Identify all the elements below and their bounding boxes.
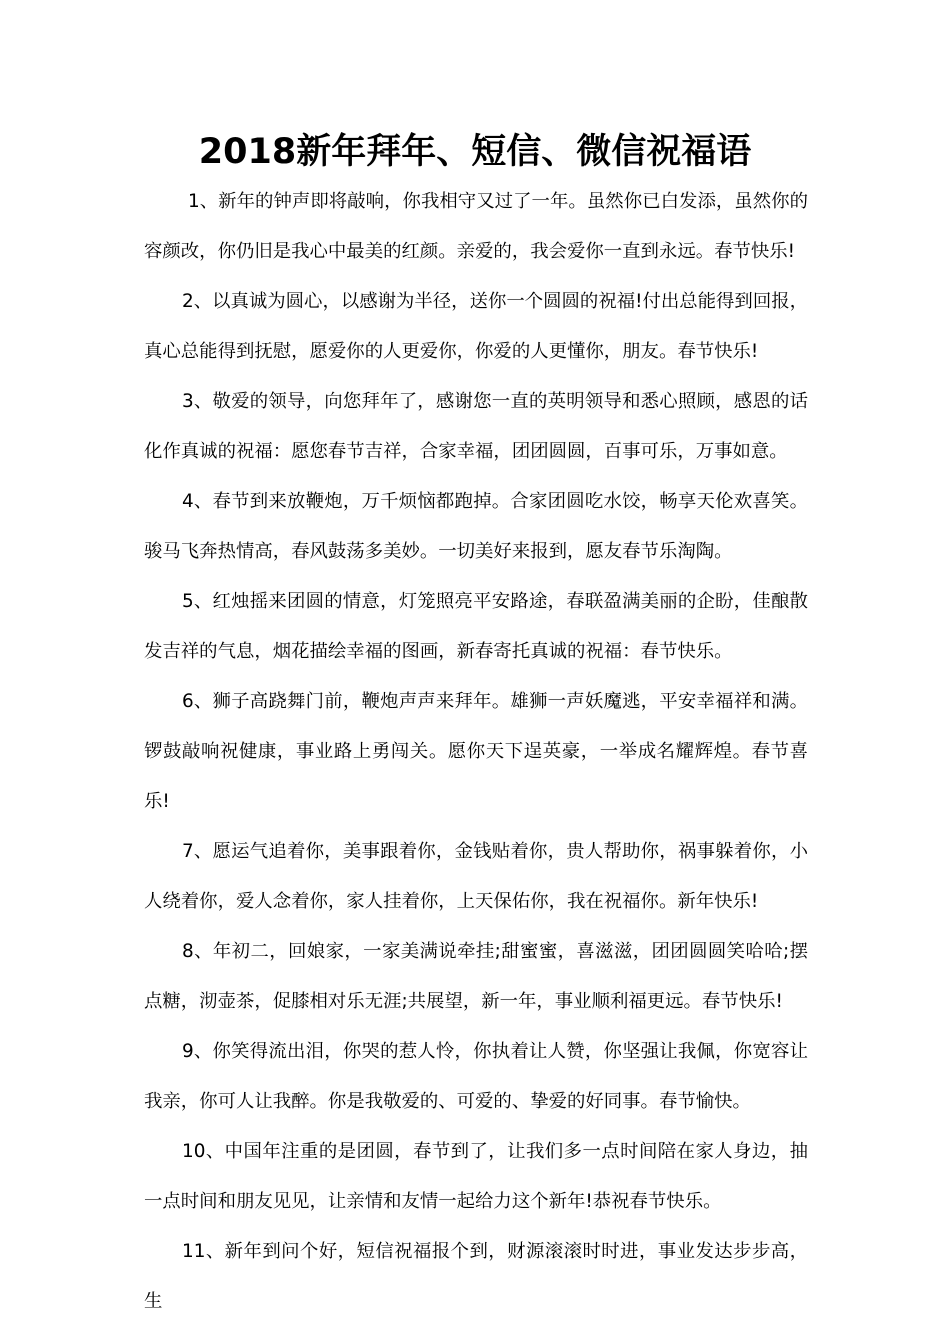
- paragraph-11: 11、新年到问个好，短信祝福报个到，财源滚滚时时进，事业发达步步高，生: [144, 1241, 808, 1312]
- paragraph-5: 5、红烛摇来团圆的情意，灯笼照亮平安路途，春联盈满美丽的企盼，佳酿散发吉祥的气息，烟花描绘幸福的图画，新春寄托真诚的祝福：春节快乐。: [144, 591, 808, 662]
- paragraph-7: 7、愿运气追着你，美事跟着你，金钱贴着你，贵人帮助你，祸事躲着你，小人绕着你，爱人念着你，家人挂着你，上天保佑你，我在祝福你。新年快乐!: [144, 841, 808, 912]
- paragraph-3: 3、敬爱的领导，向您拜年了，感谢您一直的英明领导和悉心照顾，感恩的话化作真诚的祝福：愿您春节吉祥，合家幸福，团团圆圆，百事可乐，万事如意。: [144, 391, 808, 462]
- paragraph-1: 1、新年的钟声即将敲响，你我相守又过了一年。虽然你已白发添，虽然你的容颜改，你仍旧是我心中最美的红颜。亲爱的，我会爱你一直到永远。春节快乐!: [144, 191, 808, 262]
- paragraph-8: 8、年初二，回娘家，一家美满说牵挂;甜蜜蜜，喜滋滋，团团圆圆笑哈哈;摆点糖，沏壶茶，促膝相对乐无涯;共展望，新一年，事业顺利福更远。春节快乐!: [144, 941, 808, 1012]
- paragraph-10: 10、中国年注重的是团圆，春节到了，让我们多一点时间陪在家人身边，抽一点时间和朋友见见，让亲情和友情一起给力这个新年!恭祝春节快乐。: [144, 1141, 808, 1212]
- document-title: 2018新年拜年、短信、微信祝福语: [198, 132, 752, 172]
- paragraph-9: 9、你笑得流出泪，你哭的惹人怜，你执着让人赞，你坚强让我佩，你宽容让我亲，你可人让我醉。你是我敬爱的、可爱的、挚爱的好同事。春节愉快。: [144, 1041, 808, 1112]
- paragraph-2: 2、以真诚为圆心，以感谢为半径，送你一个圆圆的祝福!付出总能得到回报，真心总能得到抚慰，愿爱你的人更爱你，你爱的人更懂你，朋友。春节快乐!: [144, 291, 808, 362]
- paragraph-6: 6、狮子高跷舞门前，鞭炮声声来拜年。雄狮一声妖魔逃，平安幸福祥和满。锣鼓敲响祝健康，事业路上勇闯关。愿你天下逞英豪，一举成名耀辉煌。春节喜乐!: [144, 691, 808, 812]
- document-body: [144, 177, 808, 1327]
- paragraph-4: 4、春节到来放鞭炮，万千烦恼都跑掉。合家团圆吃水饺，畅享天伦欢喜笑。骏马飞奔热情高，春风鼓荡多美妙。一切美好来报到，愿友春节乐淘陶。: [144, 491, 808, 562]
